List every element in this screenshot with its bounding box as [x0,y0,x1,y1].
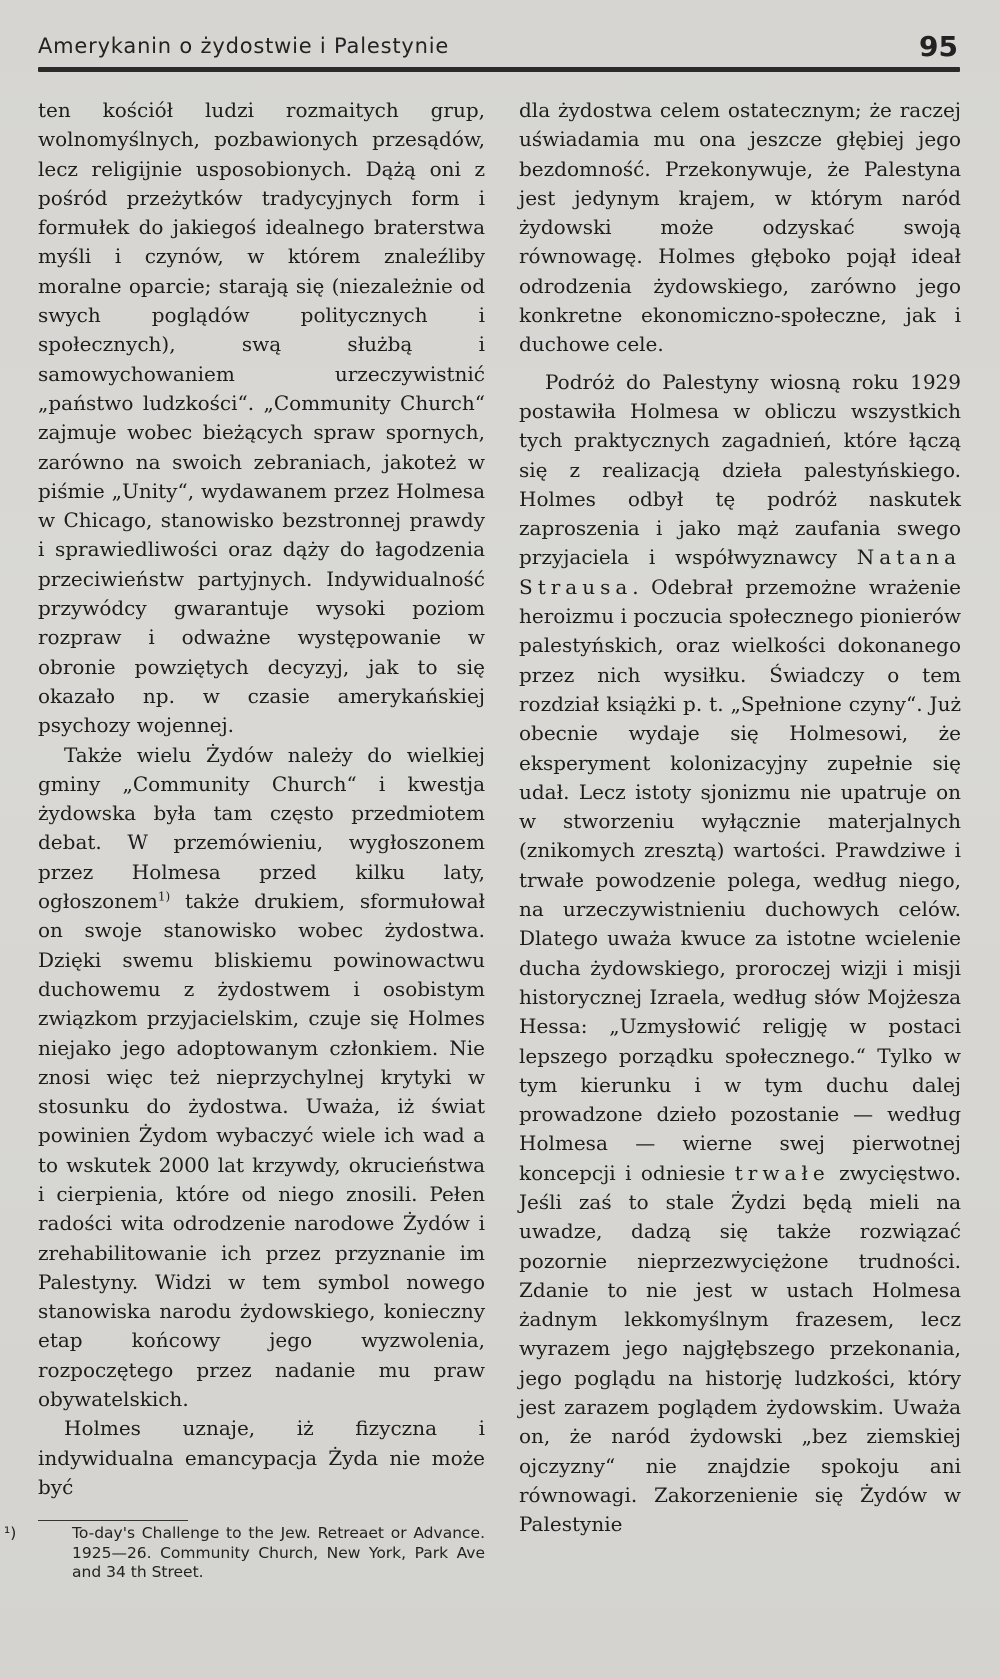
right-column [519,96,961,1540]
footnote-mark: ¹) [4,1524,17,1542]
right-paragraph-2-text-b: . Odebrał przemożne wrażenie heroizmu i poczucia społecznego pionierów palestyńskich, oraz wielkości dokonanego przez nich wysiłku. Świadczy o tem rozdział książki p. t. „Spełnione czyny“. Już obecnie wydaje się Holmesowi, że eksperyment kolonizacyjny zupełnie się udał. Lecz istoty sjonizmu nie upatruje on w stworzeniu wyłącznie materjalnych (znikomych zresztą) wartości. Prawdziwe i trwałe powodzenie polega, według niego, na urzeczywistnieniu duchowych celów. Dlatego uważa kwuce za istotne wcielenie ducha żydowskiego, proroczej wizji i misji historycznej Izraela, według słów Mojżesza Hessa: „Uzmysłowić religję w postaci lepszego porządku społecznego.“ Tylko w tym kierunku i w tym duchu dalej prowadzone dzieło pozostanie — według Holmesa — wierne swej pierwotnej koncepcji i odniesie [519,574,961,1185]
left-paragraph-2 [38,741,485,1415]
footnote-rule [38,1520,188,1521]
right-paragraph-2 [519,368,961,1540]
header-rule [38,67,960,72]
running-title: Amerykanin o żydostwie i Palestynie [38,34,450,58]
footnote-reference: 1) [157,889,171,904]
left-paragraph-1: ten kościół ludzi rozmaitych grup, wolnomyślnych, pozbawionych przesądów, lecz religijnie usposobionych. Dążą oni z pośród przeżytków tradycyjnych form i formułek do jakiegoś idealnego braterstwa myśli i czynów, w którem znaleźliby moralne oparcie; starają się (niezależnie od swych poglądów politycznych i społecznych), swą służbą i samowychowaniem urzeczywistnić „państwo ludzkości“. „Community Church“ zajmuje wobec bieżących spraw spornych, zarówno na swoich zebraniach, jakoteż w piśmie „Unity“, wydawanem przez Holmesa w Chicago, stanowisko bezstronnej prawdy i sprawiedliwości oraz dąży do łagodzenia przeciwieństw partyjnych. Indywidualność przywódcy gwarantuje wysoki poziom rozpraw i odważne występowanie w obronie powziętych decyzyj, jak to się okazało np. w czasie amerykańskiej psychozy wojennej. [38,98,485,738]
footnote [4,1524,485,1583]
left-paragraph-3: Holmes uznaje, iż fizyczna i indywidualna emancypacja Żyda nie może być [38,1416,485,1499]
left-paragraph-2-text-b: także drukiem, sformułował on swoje stanowisko wobec żydostwa. Dzięki swemu bliskiemu powinowactwu duchowemu z żydostwem i osobistym związkom przyjacielskim, czuje się Holmes niejako jego adoptowanym członkiem. Nie znosi więc też nieprzychylnej krytyki w stosunku do żydostwa. Uważa, iż świat powinien Żydom wybaczyć wiele ich wad a to wskutek 2000 lat krzywdy, okrucieństwa i cierpienia, które od niego znosili. Pełen radości wita odrodzenie narodowe Żydów i zrehabilitowanie ich przez przyznanie im Palestyny. Widzi w tem symbol nowego stanowiska narodu żydowskiego, konieczny etap końcowy jego wyzwolenia, rozpoczętego przez nadanie mu praw obywatelskich. [38,889,485,1412]
right-paragraph-2-text-a: Podróż do Palestyny wiosną roku 1929 postawiła Holmesa w obliczu wszystkich tych praktycznych zagadnień, które łączą się z realizacją dzieła palestyńskiego. Holmes odbył tę podróż naskutek zaproszenia i jako mąż zaufania swego przyjaciela i współwyznawcy [519,369,961,570]
page-number: 95 [919,30,958,63]
spaced-name: Natana Strausa [519,545,961,599]
spaced-word: trwałe [734,1160,830,1185]
right-paragraph-2-text-c: zwycięstwo. Jeśli zaś to stale Żydzi będą mieli na uwadze, dadzą się także rozwiązać pozornie nieprzezwyciężone trudności. Zdanie to nie jest w ustach Holmesa żadnym lekkomyślnym frazesem, lecz wyrazem jego najgłębszego przekonania, jego poglądu na historję ludzkości, który jest zarazem poglądem żydowskim. Uważa on, że naród żydowski „bez ziemskiej ojczyzny“ nie znajdzie spokoju ani równowagi. Zakorzenienie się Żydów w Palestynie [519,1160,961,1537]
footnote-text: To-day's Challenge to the Jew. Retreaet or Advance. 1925—26. Community Church, New York, Park Ave and 34 th Street. [72,1524,485,1581]
left-paragraph-2-text-a: Także wielu Żydów należy do wielkiej gminy „Community Church“ i kwestja żydowska była tam często przedmiotem debat. W przemówieniu, wygłoszonem przez Holmesa przed kilku laty, ogłoszonem [38,742,485,914]
left-column [38,96,485,1502]
page-header [38,30,960,70]
right-paragraph-1: dla żydostwa celem ostatecznym; że raczej uświadamia mu ona jeszcze głębiej jego bezdomność. Przekonywuje, że Palestyna jest jedynym krajem, w którym naród żydowski może odzyskać swoją równowagę. Holmes głęboko pojął ideał odrodzenia żydowskiego, zarówno jego konkretne ekonomiczno-społeczne, jak i duchowe cele. [519,98,961,357]
